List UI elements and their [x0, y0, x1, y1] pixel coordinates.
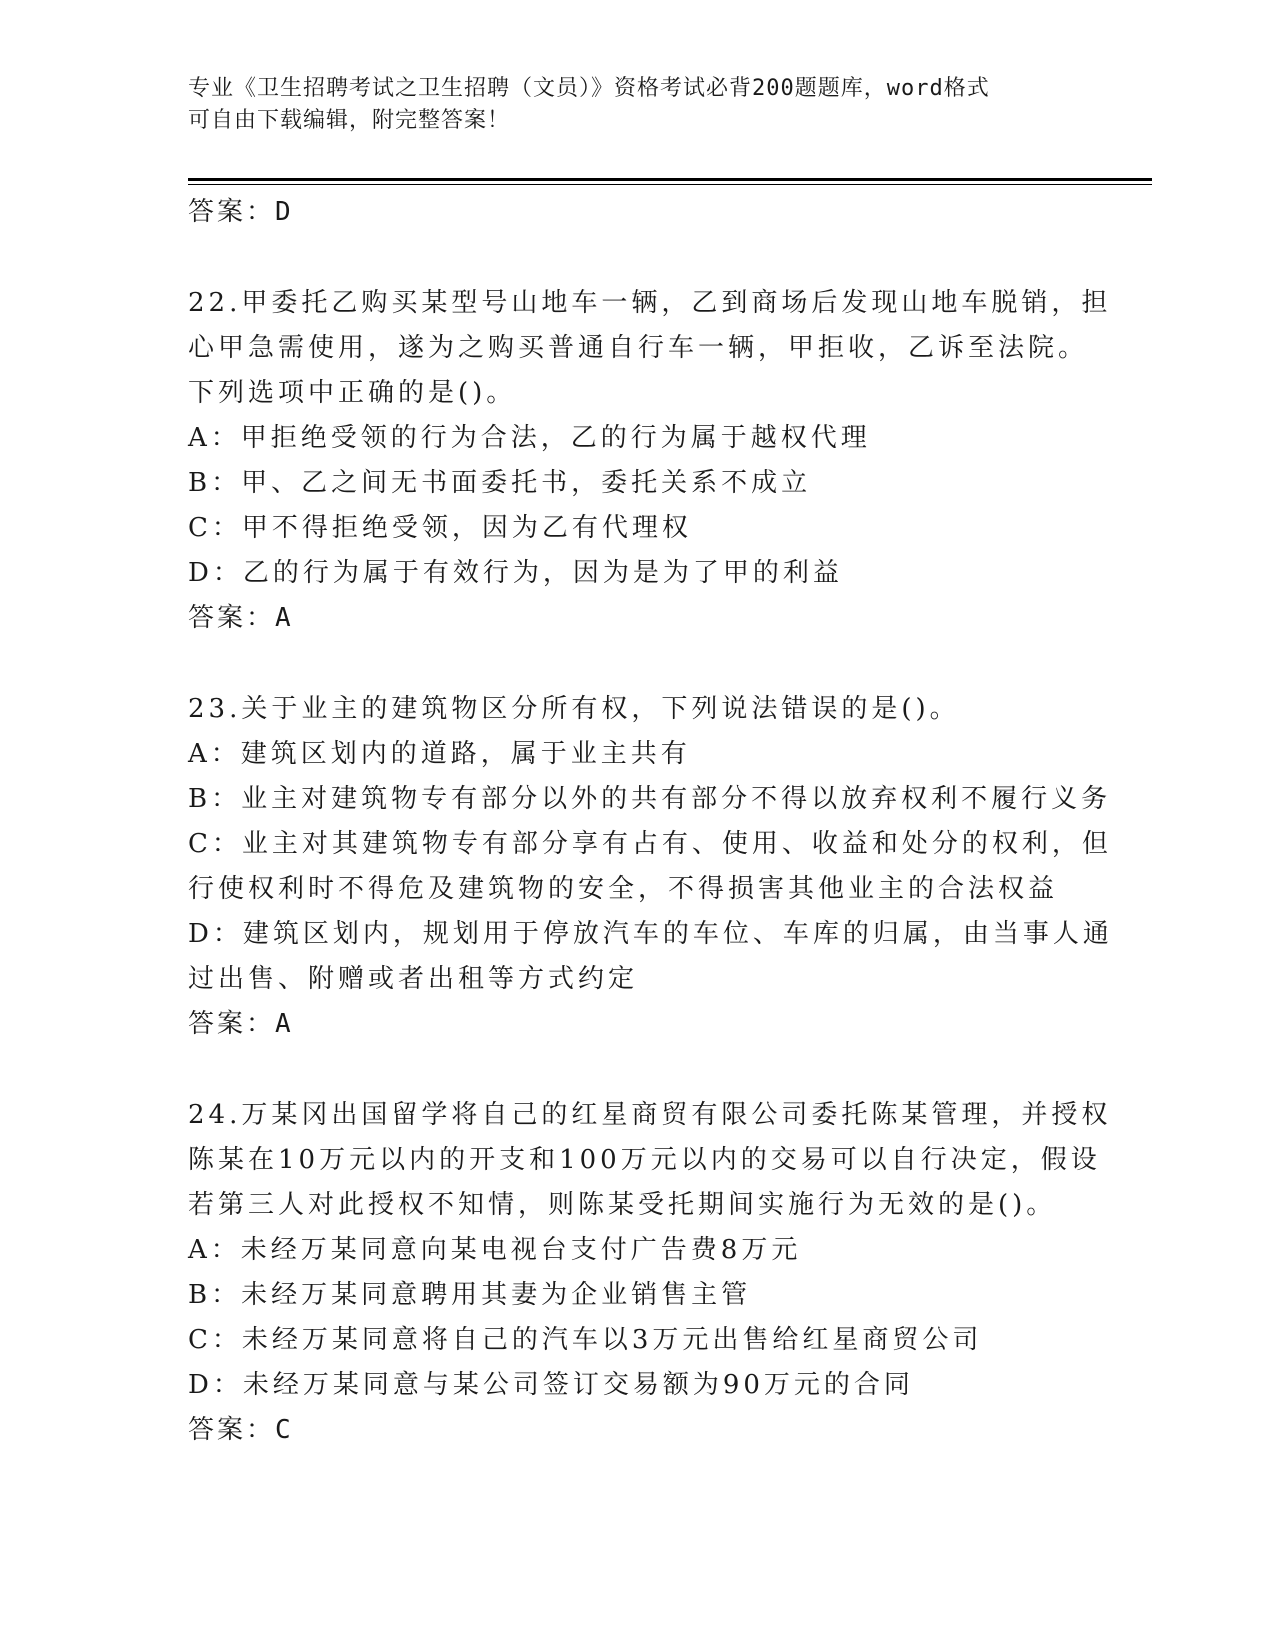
- option-d: D：乙的行为属于有效行为，因为是为了甲的利益: [188, 558, 843, 588]
- spacer: [188, 641, 1088, 687]
- option-a: A：建筑区划内的道路，属于业主共有: [188, 739, 691, 769]
- question-block: [188, 281, 1112, 641]
- header-divider-thin: [188, 184, 1152, 185]
- header-line-1: 专业《卫生招聘考试之卫生招聘（文员）》资格考试必背200题题库，word格式: [188, 76, 990, 101]
- option-c: C：业主对其建筑物专有部分享有占有、使用、收益和处分的权利，但: [188, 829, 1112, 859]
- document-header: [188, 73, 1068, 137]
- question-block: [188, 1093, 1112, 1453]
- option-b: B：甲、乙之间无书面委托书，委托关系不成立: [188, 468, 812, 498]
- question-text-line: 24.万某冈出国留学将自己的红星商贸有限公司委托陈某管理，并授权: [188, 1100, 1112, 1130]
- question-text-line: 下列选项中正确的是()。: [188, 378, 517, 408]
- spacer: [188, 235, 1088, 281]
- option-d: D：未经万某同意与某公司签订交易额为90万元的合同: [188, 1370, 914, 1400]
- option-a: A：未经万某同意向某电视台支付广告费8万元: [188, 1235, 802, 1265]
- question-text-line: 陈某在10万元以内的开支和100万元以内的交易可以自行决定，假设: [188, 1145, 1101, 1175]
- option-c: C：甲不得拒绝受领，因为乙有代理权: [188, 513, 692, 543]
- answer-line: 答案：A: [188, 603, 294, 633]
- question-text-line: 23.关于业主的建筑物区分所有权，下列说法错误的是()。: [188, 694, 960, 724]
- question-list: [188, 190, 1113, 1453]
- question-text-line: 心甲急需使用，遂为之购买普通自行车一辆，甲拒收，乙诉至法院。: [188, 333, 1089, 363]
- spacer: [188, 1047, 1088, 1093]
- option-d: D：建筑区划内，规划用于停放汽车的车位、车库的归属，由当事人通: [188, 919, 1113, 949]
- answer-line: 答案：C: [188, 1415, 294, 1445]
- question-text-line: 若第三人对此授权不知情，则陈某受托期间实施行为无效的是()。: [188, 1190, 1057, 1220]
- option-d-continued: 过出售、附赠或者出租等方式约定: [188, 964, 639, 994]
- previous-answer: 答案：D: [188, 197, 294, 227]
- option-b: B：业主对建筑物专有部分以外的共有部分不得以放弃权利不履行义务: [188, 784, 1112, 814]
- question-text-line: 22.甲委托乙购买某型号山地车一辆，乙到商场后发现山地车脱销，担: [188, 288, 1112, 318]
- answer-line: 答案：A: [188, 1009, 294, 1039]
- option-a: A：甲拒绝受领的行为合法，乙的行为属于越权代理: [188, 423, 871, 453]
- option-c: C：未经万某同意将自己的汽车以3万元出售给红星商贸公司: [188, 1325, 983, 1355]
- header-divider-thick: [188, 178, 1152, 181]
- option-b: B：未经万某同意聘用其妻为企业销售主管: [188, 1280, 752, 1310]
- question-block: [188, 687, 1113, 1047]
- header-line-2: 可自由下载编辑，附完整答案！: [188, 108, 511, 133]
- option-c-continued: 行使权利时不得危及建筑物的安全，不得损害其他业主的合法权益: [188, 874, 1059, 904]
